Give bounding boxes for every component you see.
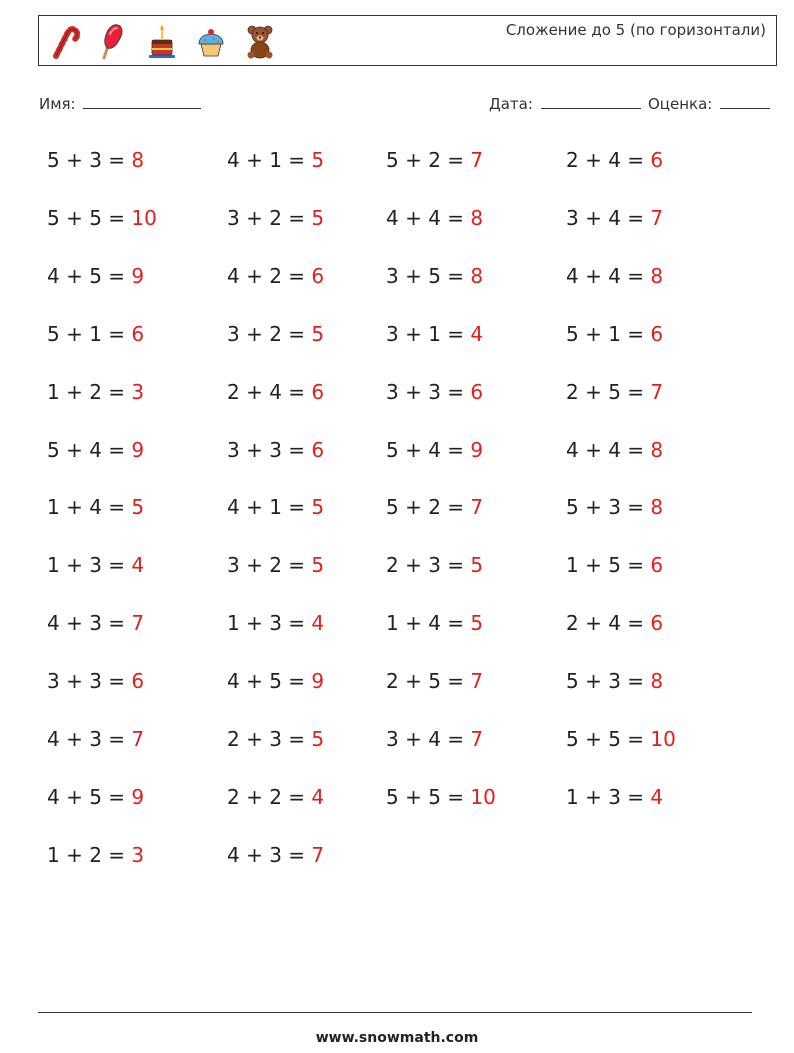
problem-item — [227, 148, 324, 172]
problem-expression: 4 + 1 = — [227, 148, 312, 172]
problem-expression: 4 + 3 = — [47, 611, 132, 636]
problem-item — [386, 785, 496, 809]
problem-expression: 5 + 3 = — [566, 669, 651, 694]
problem-expression: 3 + 2 = — [227, 321, 312, 346]
problem-item — [386, 495, 483, 519]
problem-item — [566, 785, 663, 809]
problem-expression: 5 + 3 = — [566, 495, 651, 520]
problem-answer: 7 — [311, 842, 325, 867]
problem-answer: 9 — [131, 263, 145, 288]
problem-item — [47, 553, 144, 577]
problem-expression: 4 + 2 = — [227, 263, 312, 288]
problem-item — [386, 322, 483, 346]
problem-answer: 8 — [650, 669, 664, 694]
problem-item — [566, 322, 663, 346]
problem-expression: 1 + 2 = — [47, 379, 132, 404]
problem-answer: 6 — [311, 263, 325, 288]
problem-expression: 3 + 2 = — [227, 205, 312, 230]
problem-expression: 5 + 5 = — [47, 205, 132, 230]
date-blank[interactable] — [541, 94, 641, 109]
problem-item — [227, 438, 324, 462]
problem-expression: 2 + 3 = — [386, 553, 471, 578]
problem-answer: 4 — [311, 784, 325, 809]
problem-item — [227, 843, 324, 867]
problem-item — [566, 206, 663, 230]
problem-answer: 10 — [131, 205, 157, 230]
problem-expression: 5 + 5 = — [386, 784, 471, 809]
problem-item — [47, 495, 144, 519]
problem-item — [227, 727, 324, 751]
problem-expression: 1 + 3 = — [566, 784, 651, 809]
problem-expression: 4 + 4 = — [566, 437, 651, 462]
problem-expression: 5 + 4 = — [386, 437, 471, 462]
name-blank[interactable] — [83, 94, 201, 109]
problem-expression: 5 + 5 = — [566, 727, 651, 751]
problem-item — [47, 611, 144, 635]
problem-answer: 7 — [470, 148, 484, 172]
problem-answer: 7 — [470, 495, 484, 520]
problem-expression: 3 + 4 = — [566, 205, 651, 230]
problem-answer: 7 — [470, 669, 484, 694]
problem-answer: 5 — [311, 205, 325, 230]
problem-item — [386, 264, 483, 288]
problem-answer: 6 — [470, 379, 484, 404]
popsicle-icon — [96, 22, 130, 60]
header-box — [38, 15, 777, 66]
problem-expression: 1 + 4 = — [47, 495, 132, 520]
problem-item — [47, 380, 144, 404]
name-label: Имя: — [39, 95, 76, 113]
problem-answer: 7 — [470, 727, 484, 751]
problem-item — [47, 843, 144, 867]
problem-answer: 5 — [311, 148, 325, 172]
problem-item — [566, 669, 663, 693]
problem-expression: 4 + 4 = — [386, 205, 471, 230]
name-field — [39, 94, 201, 113]
problem-expression: 3 + 3 = — [227, 437, 312, 462]
problem-item — [47, 438, 144, 462]
problem-answer: 5 — [470, 611, 484, 636]
problem-item — [47, 148, 144, 172]
problem-answer: 10 — [470, 784, 496, 809]
problem-expression: 4 + 1 = — [227, 495, 312, 520]
problem-item — [566, 438, 663, 462]
date-field — [489, 94, 641, 113]
problem-expression: 1 + 5 = — [566, 553, 651, 578]
problem-expression: 3 + 5 = — [386, 263, 471, 288]
candy-cane-icon — [47, 22, 81, 60]
birthday-cake-icon — [145, 22, 179, 60]
problem-item — [227, 495, 324, 519]
problem-answer: 8 — [470, 205, 484, 230]
problem-item — [47, 322, 144, 346]
problem-answer: 5 — [311, 495, 325, 520]
problem-answer: 4 — [470, 321, 484, 346]
problem-expression: 2 + 5 = — [566, 379, 651, 404]
problem-expression: 2 + 4 = — [227, 379, 312, 404]
worksheet-title: Сложение до 5 (по горизонтали) — [505, 21, 766, 39]
problem-answer: 6 — [650, 148, 664, 172]
problem-answer: 3 — [131, 379, 145, 404]
problem-answer: 6 — [650, 321, 664, 346]
problem-item — [227, 669, 324, 693]
problem-answer: 5 — [311, 553, 325, 578]
problem-item — [47, 669, 144, 693]
problem-item — [227, 264, 324, 288]
problem-expression: 2 + 4 = — [566, 148, 651, 172]
problem-answer: 8 — [470, 263, 484, 288]
problem-expression: 5 + 2 = — [386, 495, 471, 520]
problem-expression: 3 + 3 = — [47, 669, 132, 694]
problem-answer: 5 — [470, 553, 484, 578]
problem-answer: 7 — [131, 611, 145, 636]
problem-expression: 1 + 4 = — [386, 611, 471, 636]
problem-answer: 6 — [650, 553, 664, 578]
problem-expression: 5 + 2 = — [386, 148, 471, 172]
problem-answer: 9 — [470, 437, 484, 462]
problem-item — [386, 380, 483, 404]
problem-answer: 9 — [311, 669, 325, 694]
problem-item — [386, 611, 483, 635]
problem-item — [566, 495, 663, 519]
grade-label: Оценка: — [648, 95, 713, 113]
grade-field — [648, 94, 770, 113]
problem-expression: 2 + 2 = — [227, 784, 312, 809]
problem-answer: 4 — [650, 784, 664, 809]
problem-item — [566, 380, 663, 404]
header-icons — [47, 22, 277, 60]
cupcake-icon — [194, 22, 228, 60]
problem-item — [386, 148, 483, 172]
footer-url: www.snowmath.com — [315, 1030, 479, 1046]
footer-divider — [38, 1012, 752, 1013]
problem-answer: 6 — [131, 669, 145, 694]
problem-expression: 4 + 3 = — [47, 727, 132, 751]
problem-answer: 10 — [650, 727, 676, 751]
problem-answer: 7 — [650, 205, 664, 230]
problem-expression: 2 + 5 = — [386, 669, 471, 694]
problem-expression: 1 + 3 = — [47, 553, 132, 578]
problem-answer: 7 — [650, 379, 664, 404]
problem-expression: 4 + 5 = — [47, 784, 132, 809]
problem-answer: 7 — [131, 727, 145, 751]
problem-item — [566, 727, 676, 751]
problem-expression: 3 + 3 = — [386, 379, 471, 404]
problem-expression: 4 + 3 = — [227, 842, 312, 867]
problem-expression: 4 + 5 = — [227, 669, 312, 694]
problem-expression: 5 + 3 = — [47, 148, 132, 172]
problem-expression: 3 + 4 = — [386, 727, 471, 751]
problem-item — [386, 727, 483, 751]
problem-answer: 5 — [131, 495, 145, 520]
problem-expression: 1 + 2 = — [47, 842, 132, 867]
problem-item — [386, 553, 483, 577]
problem-answer: 8 — [650, 495, 664, 520]
problem-item — [227, 380, 324, 404]
problem-answer: 6 — [311, 379, 325, 404]
problem-expression: 4 + 4 = — [566, 263, 651, 288]
grade-blank[interactable] — [720, 94, 770, 109]
problem-item — [566, 264, 663, 288]
problem-answer: 6 — [131, 321, 145, 346]
problem-expression: 5 + 1 = — [47, 321, 132, 346]
problem-item — [566, 611, 663, 635]
problem-expression: 2 + 3 = — [227, 727, 312, 751]
problem-item — [227, 553, 324, 577]
problem-item — [47, 727, 144, 751]
problem-expression: 3 + 1 = — [386, 321, 471, 346]
problem-expression: 5 + 4 = — [47, 437, 132, 462]
problem-expression: 3 + 2 = — [227, 553, 312, 578]
problem-answer: 9 — [131, 437, 145, 462]
problem-answer: 3 — [131, 842, 145, 867]
problem-item — [566, 148, 663, 172]
problem-answer: 4 — [131, 553, 145, 578]
problem-item — [566, 553, 663, 577]
problem-item — [227, 206, 324, 230]
problem-item — [386, 206, 483, 230]
problem-expression: 5 + 1 = — [566, 321, 651, 346]
problem-expression: 4 + 5 = — [47, 263, 132, 288]
problem-expression: 2 + 4 = — [566, 611, 651, 636]
problem-answer: 8 — [650, 263, 664, 288]
problem-answer: 8 — [131, 148, 145, 172]
problem-item — [386, 669, 483, 693]
problem-item — [386, 438, 483, 462]
problem-answer: 8 — [650, 437, 664, 462]
problem-answer: 4 — [311, 611, 325, 636]
problem-item — [47, 264, 144, 288]
problem-item — [47, 785, 144, 809]
problem-answer: 6 — [311, 437, 325, 462]
problem-item — [227, 611, 324, 635]
date-label: Дата: — [489, 95, 533, 113]
problem-answer: 5 — [311, 727, 325, 751]
teddy-bear-icon — [243, 22, 277, 60]
problem-item — [47, 206, 157, 230]
problem-answer: 5 — [311, 321, 325, 346]
problem-answer: 6 — [650, 611, 664, 636]
problem-item — [227, 322, 324, 346]
problem-answer: 9 — [131, 784, 145, 809]
problem-item — [227, 785, 324, 809]
problem-expression: 1 + 3 = — [227, 611, 312, 636]
